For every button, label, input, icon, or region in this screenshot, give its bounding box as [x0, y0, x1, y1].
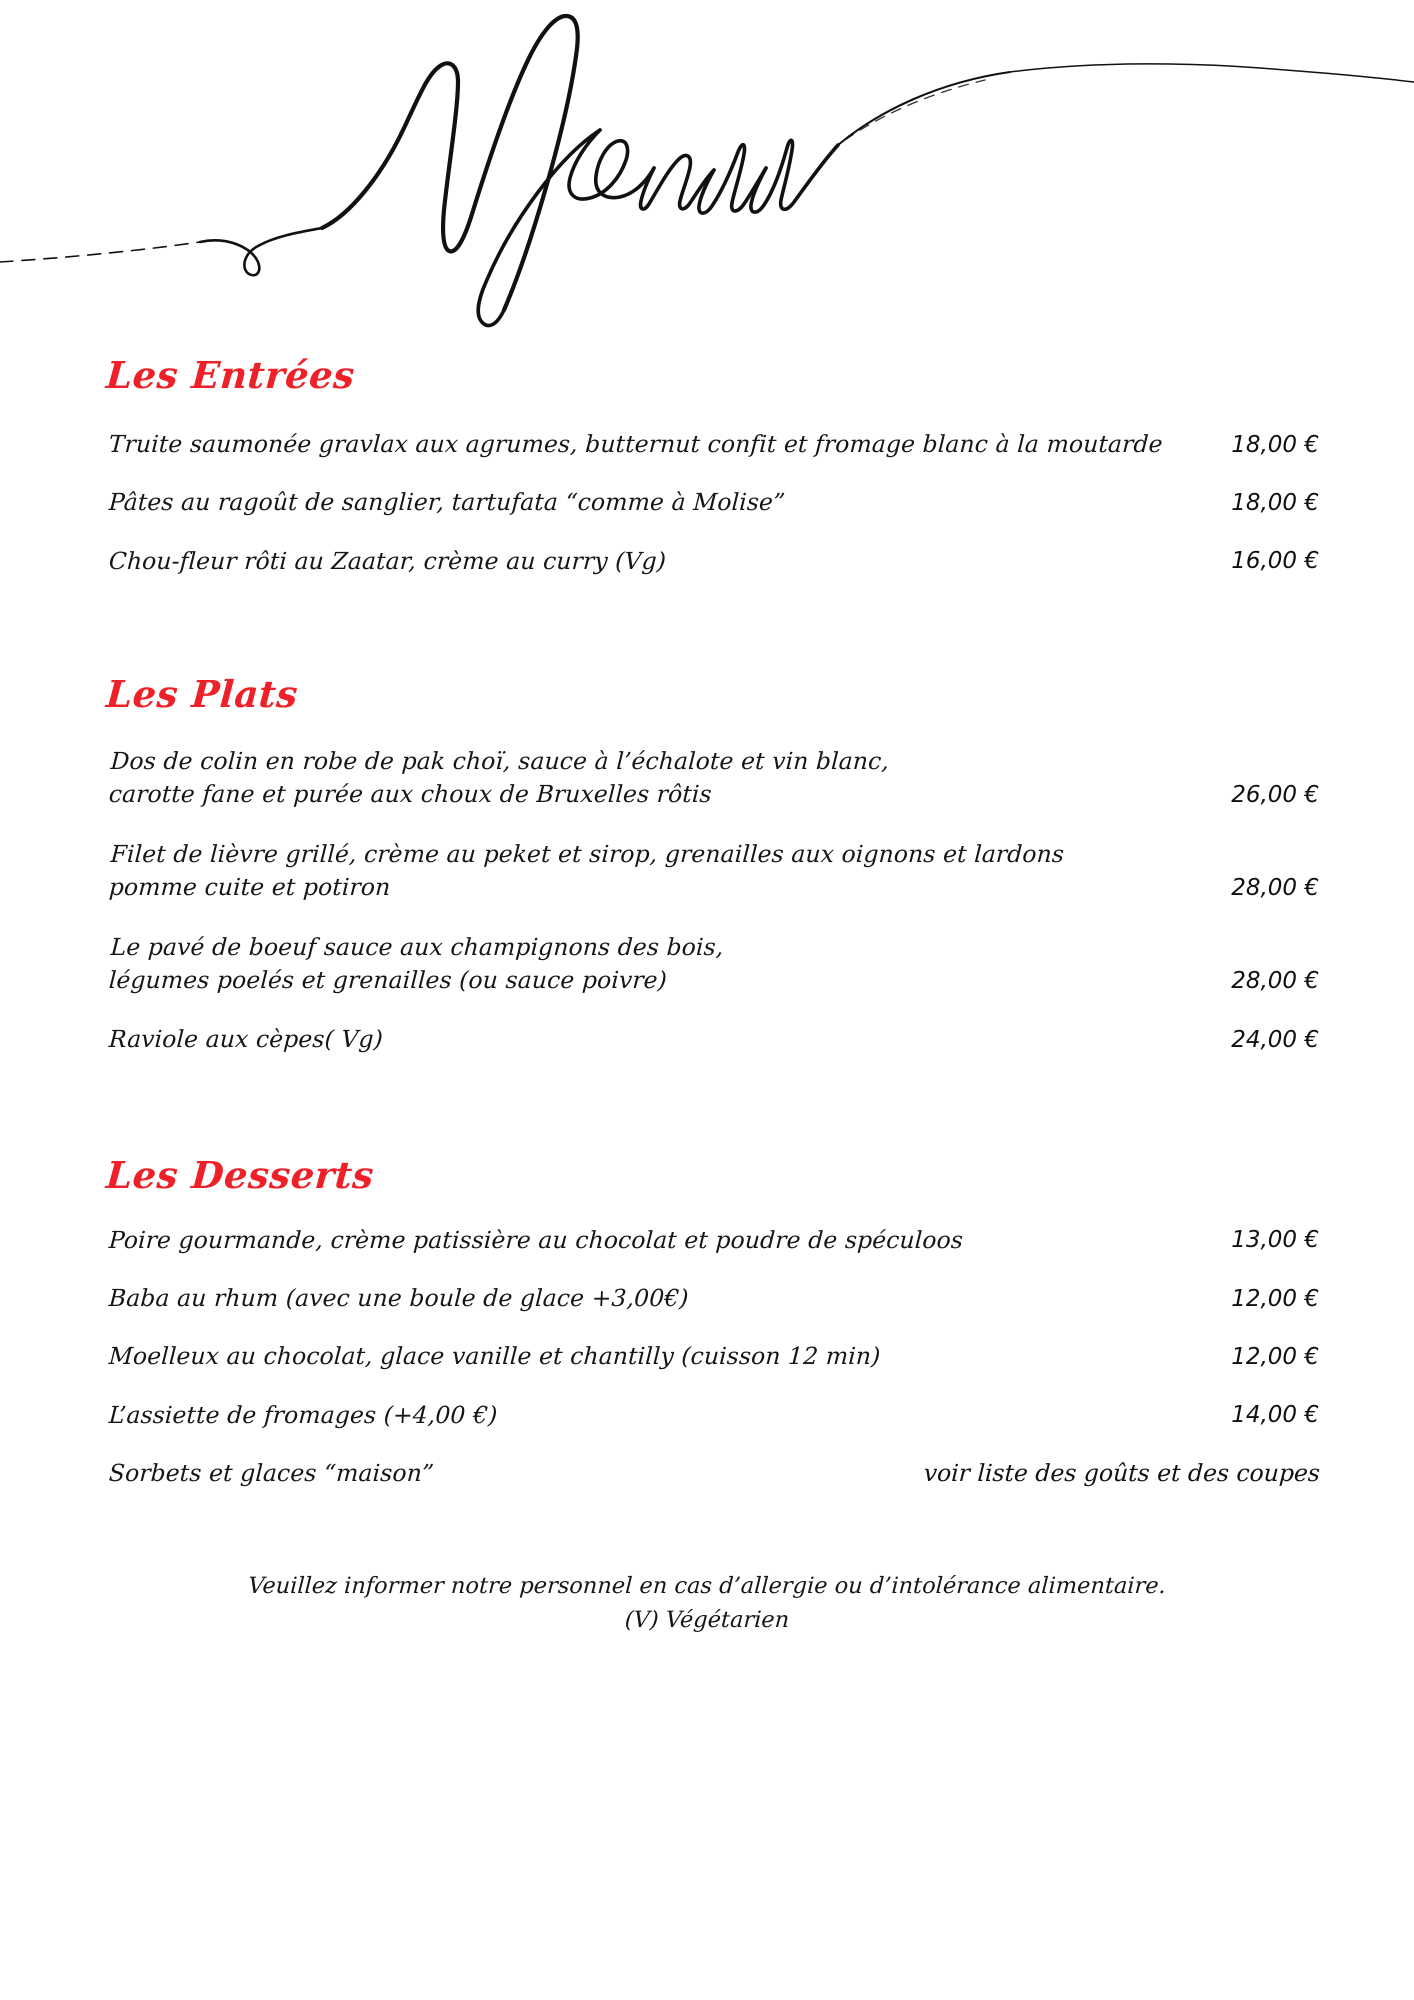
items-desserts [0, 1224, 1414, 1491]
item-name: Moelleux au chocolat, glace vanille et chantilly (cuisson 12 min) [108, 1342, 882, 1371]
item-name: Raviole aux cèpes( Vg) [108, 1025, 384, 1054]
swash-left-dashed [0, 242, 200, 262]
swash-right-tail [1010, 64, 1414, 82]
item-name: Filet de lièvre grillé, crème au peket et sirop, grenailles aux oignons et lardons pomme cuite et potiron [108, 839, 1065, 902]
vegetarian-legend: (V) Végétarien [624, 1607, 790, 1634]
menu-item [108, 1340, 1319, 1373]
footer [0, 1570, 1414, 1638]
menu-item [108, 745, 1319, 812]
allergy-note: Veuillez informer notre personnel en cas d’allergie ou d’intolérance alimentaire. [247, 1573, 1167, 1600]
item-name: Baba au rhum (avec une boule de glace +3,00€) [108, 1283, 690, 1312]
item-price: 18,00 € [1231, 431, 1319, 458]
item-name: L’assiette de fromages (+4,00 €) [108, 1400, 499, 1429]
section-heading-entrees: Les Entrées [104, 353, 357, 397]
item-price: 12,00 € [1231, 1285, 1319, 1312]
swash-right [838, 72, 1010, 145]
section-heading-plats: Les Plats [104, 672, 300, 717]
letter-n [641, 156, 714, 209]
menu-item [108, 838, 1319, 905]
letter-u-2 [751, 140, 838, 212]
letter-u-1 [699, 145, 766, 213]
letter-M-tail [478, 130, 600, 326]
section-heading-desserts: Les Desserts [104, 1152, 376, 1197]
item-price: 28,00 € [1231, 874, 1319, 901]
item-price-note: voir liste des goûts et des coupes [923, 1459, 1321, 1488]
item-name: Dos de colin en robe de pak choï, sauce à l’échalote et vin blanc, carotte fane et purée aux choux de Bruxelles rôtis [108, 747, 890, 809]
item-price: 12,00 € [1231, 1344, 1319, 1371]
items-entrees [0, 428, 1414, 578]
menu-item [108, 1457, 1319, 1490]
letter-M [322, 16, 578, 310]
menu-item [108, 1282, 1319, 1315]
item-name: Chou-fleur rôti au Zaatar, crème au curry (Vg) [108, 546, 667, 575]
menu-title-artwork [0, 0, 1414, 345]
section-plats [0, 672, 1414, 1057]
menu-item [108, 545, 1319, 578]
menu-item [108, 931, 1319, 998]
item-name: Truite saumonée gravlax aux agrumes, butternut confit et fromage blanc à la moutarde [108, 430, 1164, 458]
swash-right-dashed [845, 80, 985, 140]
item-price: 28,00 € [1231, 967, 1319, 994]
menu-item [108, 486, 1319, 519]
section-desserts [0, 1152, 1414, 1491]
menu-item [108, 428, 1319, 461]
item-name: Poire gourmande, crème patissière au chocolat et poudre de spéculoos [108, 1225, 964, 1254]
item-name: Sorbets et glaces “maison” [108, 1459, 435, 1488]
items-plats [0, 745, 1414, 1057]
item-price: 26,00 € [1231, 782, 1319, 809]
item-price: 13,00 € [1231, 1227, 1319, 1254]
menu-content [0, 345, 1414, 1638]
item-price: 16,00 € [1231, 548, 1319, 575]
item-price: 24,00 € [1231, 1026, 1319, 1053]
menu-item [108, 1399, 1319, 1432]
item-price: 14,00 € [1231, 1402, 1319, 1429]
section-entrees [0, 353, 1414, 578]
item-name: Le pavé de boeuf sauce aux champignons des bois, légumes poelés et grenailles (ou sauce poivre) [108, 932, 725, 994]
menu-item [108, 1023, 1319, 1056]
item-price: 18,00 € [1231, 490, 1319, 517]
item-name: Pâtes au ragoût de sanglier, tartufata “comme à Molise” [108, 488, 786, 517]
menu-title-svg [0, 0, 1414, 345]
letter-e [569, 130, 654, 199]
swash-left-loop [200, 228, 322, 275]
menu-item [108, 1224, 1319, 1257]
